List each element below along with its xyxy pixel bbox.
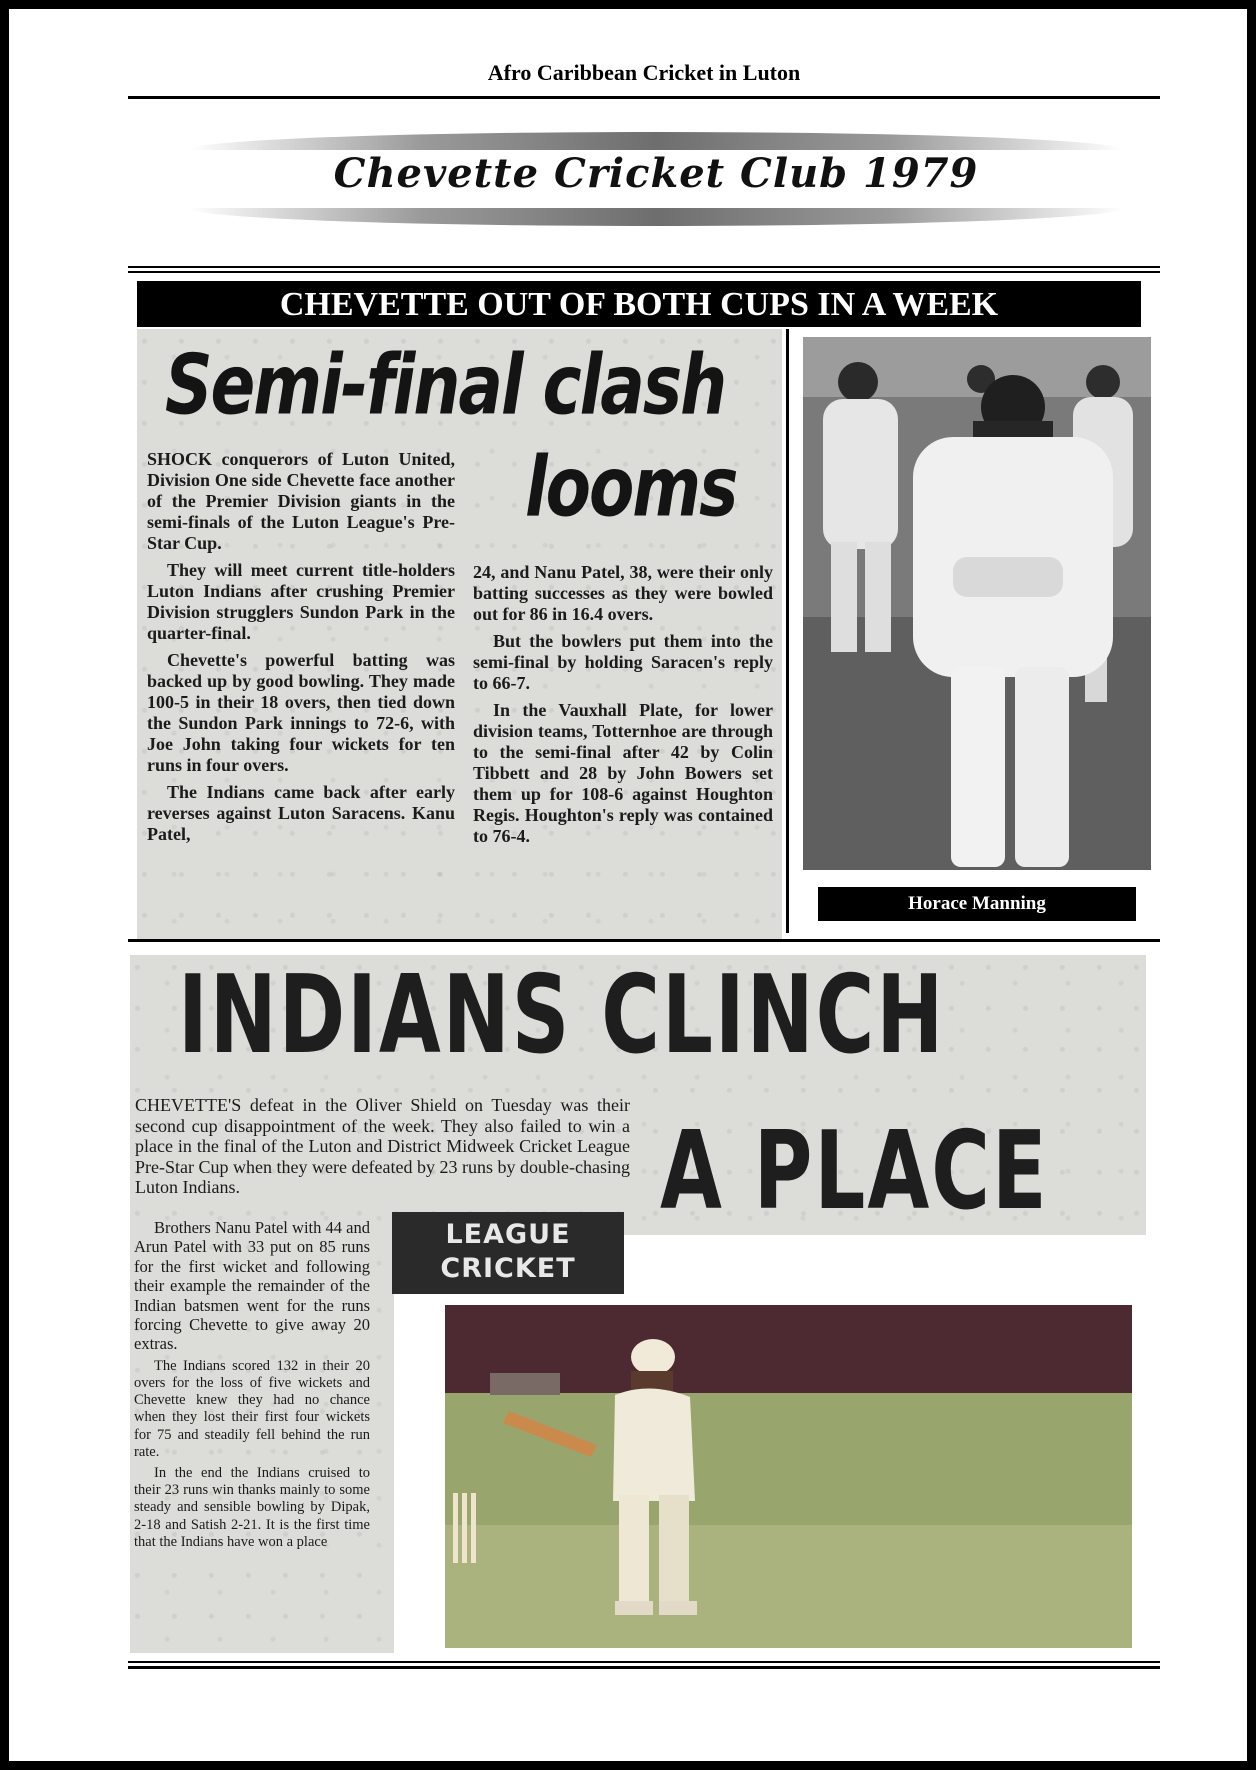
article2-col-para2: The Indians scored 132 in their 20 overs for the loss of five wickets and Chevette knew they had no chance when they lost their first four wickets for 75 and steadily fell behind the run rate. <box>134 1357 370 1460</box>
section-rule-top <box>128 266 1160 268</box>
column-divider <box>786 329 789 933</box>
article1-col1-para2: They will meet current title-holders Luton Indians after crushing Premier Division strugglers Sundon Park in the quarter-final. <box>147 560 455 643</box>
article2-column <box>134 1218 370 1551</box>
headline-semi-final-clash: Semi-final clash <box>165 337 726 434</box>
badge-line-league: LEAGUE <box>445 1219 571 1250</box>
headline-looms: looms <box>525 439 737 536</box>
photo-batsman <box>445 1305 1132 1648</box>
article1-col2-para1: 24, and Nanu Patel, 38, were their only batting successes as they were bowled out for 86 in 16.4 overs. <box>473 562 773 624</box>
article1-column2 <box>473 562 773 853</box>
section-rule-bottom-2 <box>128 1666 1160 1669</box>
photo-horace-manning <box>803 337 1151 870</box>
headline-indians-clinch: INDIANS CLINCH <box>178 952 946 1078</box>
photo-batsman-illustration <box>445 1305 1132 1648</box>
badge-line-cricket: CRICKET <box>440 1253 576 1284</box>
article2-intro: CHEVETTE'S defeat in the Oliver Shield on Tuesday was their second cup disappointment of the week. They also failed to win a place in the final of the Luton and District Midweek Cricket League Pre-Star Cup when they were defeated by 23 runs by double-chasing Luton Indians. <box>135 1095 630 1197</box>
header-rule <box>128 96 1160 99</box>
page-header-title: Afro Caribbean Cricket in Luton <box>487 60 801 85</box>
article2-col-para1: Brothers Nanu Patel with 44 and Arun Patel with 33 put on 85 runs for the first wicket and following their example the remainder of the Indian batsmen went for the runs forcing Chevette to give away 20 extras. <box>134 1218 370 1354</box>
section-rule-bottom <box>128 1661 1160 1663</box>
article2-col-para3: In the end the Indians cruised to their 23 runs win thanks mainly to some steady and sensible bowling by Dipak, 2-18 and Satish 2-21. It is the first time that the Indians have won a place <box>134 1465 370 1550</box>
section-rule-middle <box>128 939 1160 942</box>
article1-column1 <box>147 449 455 851</box>
photo-caption: Horace Manning <box>818 887 1136 921</box>
article1-col1-para3: Chevette's powerful batting was backed up by good bowling. They made 100-5 in their 18 overs, then tied down the Sundon Park innings to 72-6, with Joe John taking four wickets for ten runs in four overs. <box>147 650 455 775</box>
photo-players-illustration <box>803 337 1151 870</box>
article1-col1-para4: The Indians came back after early reverses against Luton Saracens. Kanu Patel, <box>147 782 455 844</box>
section-rule-top-2 <box>128 271 1160 273</box>
club-title: Chevette Cricket Club 1979 <box>333 150 979 197</box>
section-banner: CHEVETTE OUT OF BOTH CUPS IN A WEEK <box>137 281 1141 327</box>
headline-a-place: A PLACE <box>660 1108 1049 1234</box>
clipping-semi-final <box>137 329 782 941</box>
article1-col2-para2: But the bowlers put them into the semi-final by holding Saracen's reply to 66-7. <box>473 631 773 693</box>
article1-col1-para1: SHOCK conquerors of Luton United, Division One side Chevette face another of the Premier Division giants in the semi-finals of the Luton League's Pre-Star Cup. <box>147 449 455 553</box>
league-cricket-badge <box>392 1212 624 1294</box>
article1-col2-para3: In the Vauxhall Plate, for lower division teams, Totternhoe are through to the semi-final after 42 by Colin Tibbett and 28 by John Bowers set them up for 108-6 against Houghton Regis. Houghton's reply was contained to 76-4. <box>473 700 773 846</box>
